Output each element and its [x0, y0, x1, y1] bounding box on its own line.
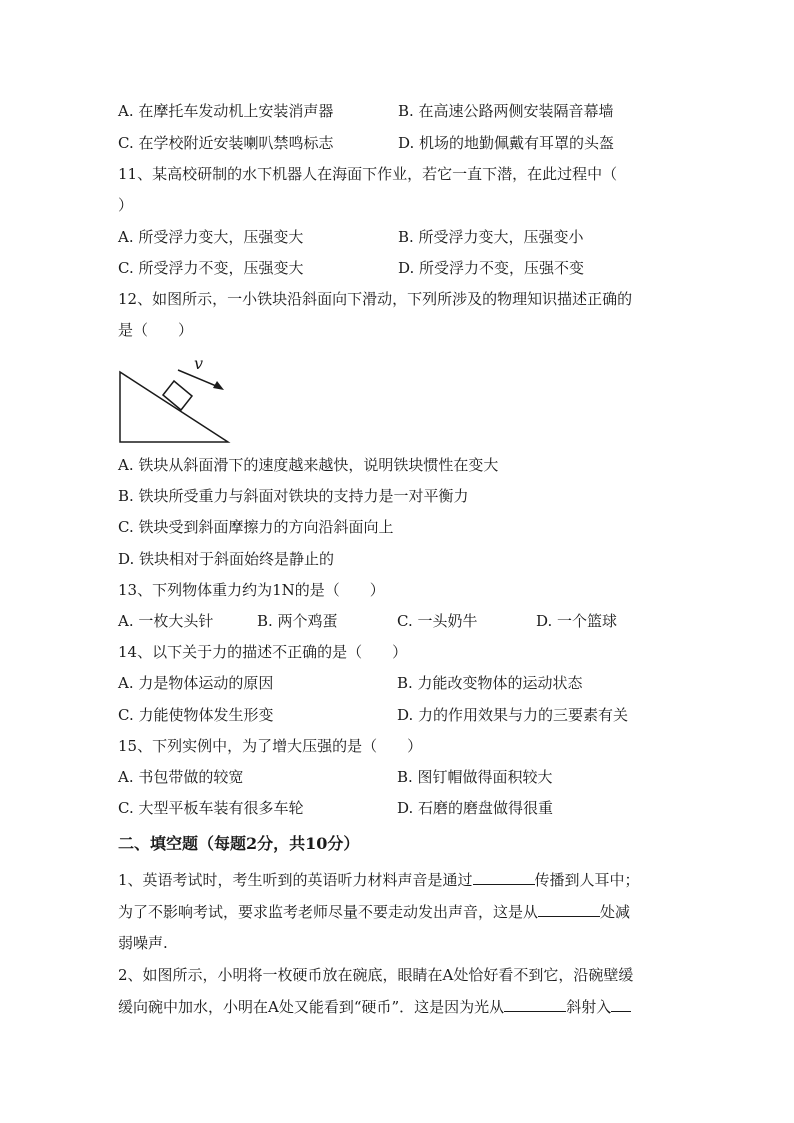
fill1-text-d: 处减: [600, 903, 631, 921]
fill2-text-b: 斜射入: [566, 998, 612, 1016]
q11-option-c: C. 所受浮力不变，压强变大: [118, 259, 304, 277]
iron-block: [163, 381, 192, 410]
fill1-line1: [118, 870, 640, 890]
q14-option-b: B. 力能改变物体的运动状态: [397, 674, 583, 692]
q15-option-d: D. 石磨的磨盘做得很重: [397, 799, 554, 817]
q12-stem-line2: 是（ ）: [118, 321, 194, 339]
q13-option-d: D. 一个篮球: [536, 612, 618, 630]
q11-stem-line1: 11、某高校研制的水下机器人在海面下作业，若它一直下潜，在此过程中（: [118, 165, 618, 183]
q12-option-d: D. 铁块相对于斜面始终是静止的: [118, 550, 335, 568]
q11-option-b: B. 所受浮力变大，压强变小: [398, 228, 584, 246]
q14-option-d: D. 力的作用效果与力的三要素有关: [397, 706, 629, 724]
q10-option-b: B. 在高速公路两侧安装隔音幕墙: [398, 102, 614, 120]
q15-stem: 15、下列实例中，为了增大压强的是（ ）: [118, 737, 423, 755]
fill2-line1: 2、如图所示，小明将一枚硬币放在碗底，眼睛在A处恰好看不到它，沿碗壁缓: [118, 966, 634, 984]
q13-option-b: B. 两个鸡蛋: [257, 612, 338, 630]
q10-option-c: C. 在学校附近安装喇叭禁鸣标志: [118, 134, 334, 152]
q14-option-a: A. 力是物体运动的原因: [118, 674, 274, 692]
q11-option-d: D. 所受浮力不变，压强不变: [398, 259, 585, 277]
q15-option-a: A. 书包带做的较宽: [118, 768, 244, 786]
q12-option-c: C. 铁块受到斜面摩擦力的方向沿斜面向上: [118, 518, 394, 536]
section-2-heading: 二、填空题（每题2分，共10分）: [118, 834, 360, 853]
fill1-text-a: 1、英语考试时，考生听到的英语听力材料声音是通过: [118, 871, 473, 889]
fill2-text-a: 缓向碗中加水，小明在A处又能看到“硬币”．这是因为光从: [118, 998, 505, 1016]
fill2-blank-1[interactable]: [504, 997, 566, 1012]
fill2-blank-2[interactable]: [611, 997, 631, 1012]
fill1-text-c: 为了不影响考试，要求监考老师尽量不要走动发出声音，这是从: [118, 903, 539, 921]
q15-option-b: B. 图钉帽做得面积较大: [397, 768, 553, 786]
q12-option-b: B. 铁块所受重力与斜面对铁块的支持力是一对平衡力: [118, 487, 469, 505]
fill1-line2: [118, 902, 630, 922]
q10-option-d: D. 机场的地勤佩戴有耳罩的头盔: [398, 134, 615, 152]
fill1-line3: 弱噪声.: [118, 934, 168, 952]
q13-option-c: C. 一头奶牛: [397, 612, 478, 630]
q11-option-a: A. 所受浮力变大，压强变大: [118, 228, 304, 246]
q14-stem: 14、以下关于力的描述不正确的是（ ）: [118, 643, 408, 661]
fill2-line2: [118, 997, 631, 1017]
velocity-arrowhead: [213, 381, 224, 390]
q15-option-c: C. 大型平板车装有很多车轮: [118, 799, 304, 817]
q10-option-a: A. 在摩托车发动机上安装消声器: [118, 102, 334, 120]
fill1-blank-1[interactable]: [473, 870, 535, 885]
q13-option-a: A. 一枚大头针: [118, 612, 214, 630]
q12-stem-line1: 12、如图所示，一小铁块沿斜面向下滑动，下列所涉及的物理知识描述正确的: [118, 290, 633, 308]
q12-option-a: A. 铁块从斜面滑下的速度越来越快，说明铁块惯性在变大: [118, 456, 499, 474]
incline-figure: [118, 355, 238, 447]
velocity-label: v: [194, 355, 204, 373]
fill1-blank-2[interactable]: [538, 902, 600, 917]
q14-option-c: C. 力能使物体发生形变: [118, 706, 274, 724]
q11-stem-line2: ）: [118, 196, 134, 214]
fill1-text-b: 传播到人耳中；: [534, 871, 640, 889]
q13-stem: 13、下列物体重力约为1N的是（ ）: [118, 581, 385, 599]
